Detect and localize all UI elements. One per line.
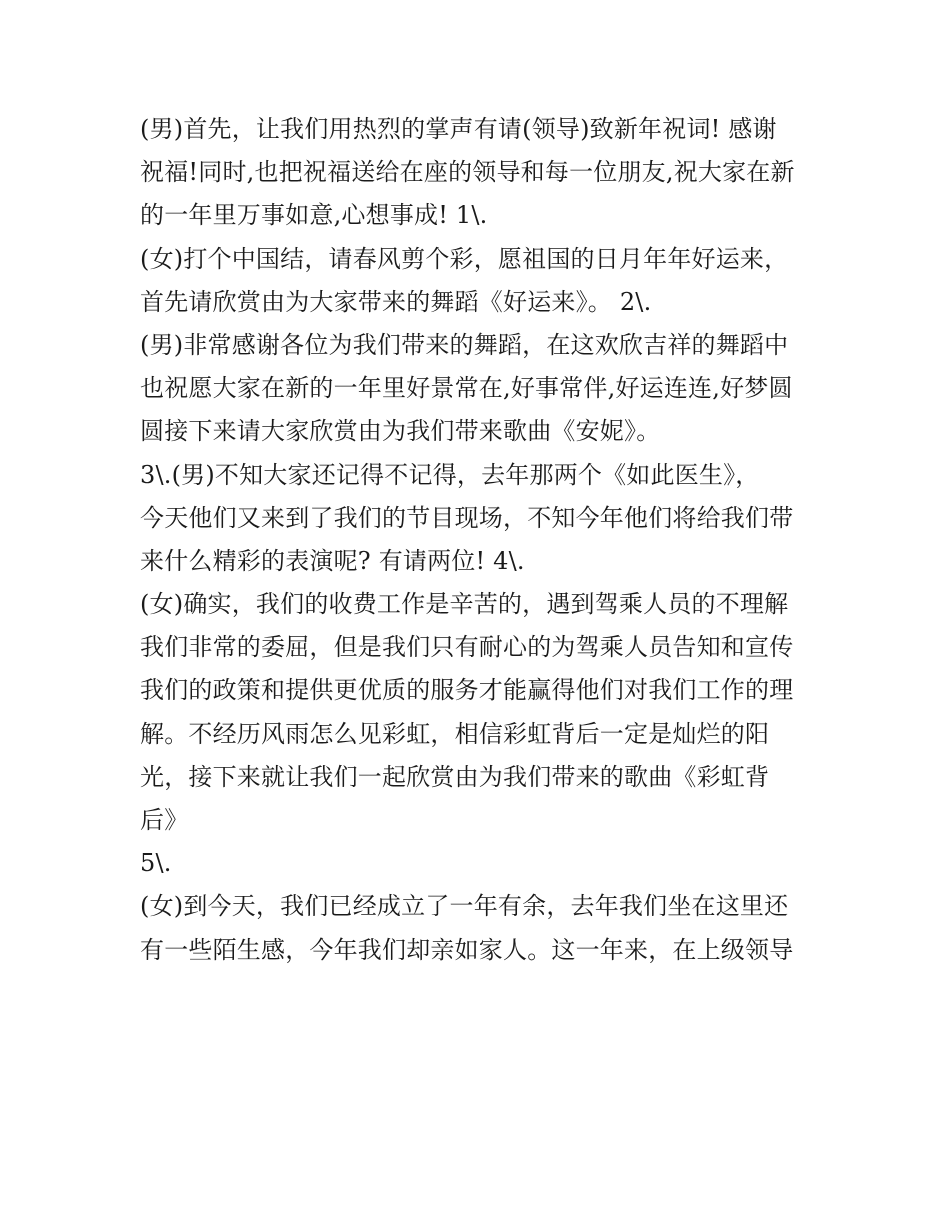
text-line: 首先请欣赏由为大家带来的舞蹈《好运来》。 2\.: [140, 287, 652, 316]
text-line: (女)打个中国结，请春风剪个彩，愿祖国的日月年年好运来，: [140, 244, 789, 273]
text-line: 3\.(男)不知大家还记得不记得，去年那两个《如此医生》，: [140, 460, 760, 489]
text-line: 来什么精彩的表演呢? 有请两位! 4\.: [140, 546, 525, 575]
text-line: (男)首先，让我们用热烈的掌声有请(领导)致新年祝词! 感谢: [140, 115, 777, 143]
text-line: 有一些陌生感，今年我们却亲如家人。这一年来，在上级领导: [140, 935, 794, 964]
text-line: 后》: [140, 806, 189, 834]
text-line: 解。不经历风雨怎么见彩虹，相信彩虹背后一定是灿烂的阳: [140, 719, 770, 748]
text-line: 5\.: [140, 849, 172, 878]
text-line: 的一年里万事如意,心想事成! 1\.: [140, 201, 488, 230]
text-line: (男)非常感谢各位为我们带来的舞蹈，在这欢欣吉祥的舞蹈中: [140, 330, 789, 359]
text-line: 也祝愿大家在新的一年里好景常在,好事常伴,好运连连,好梦圆: [140, 374, 793, 403]
text-line: 我们非常的委屈，但是我们只有耐心的为驾乘人员告知和宣传: [140, 633, 794, 662]
text-line: 光，接下来就让我们一起欣赏由为我们带来的歌曲《彩虹背: [140, 762, 770, 791]
text-line: 圆接下来请大家欣赏由为我们带来歌曲《安妮》。: [140, 417, 661, 446]
text-line: 今天他们又来到了我们的节目现场，不知今年他们将给我们带: [140, 503, 794, 532]
text-line: (女)确实，我们的收费工作是辛苦的，遇到驾乘人员的不理解: [140, 590, 789, 619]
text-line: 我们的政策和提供更优质的服务才能赢得他们对我们工作的理: [140, 676, 794, 705]
script-text-block: [140, 108, 830, 972]
text-line: (女)到今天，我们已经成立了一年有余，去年我们坐在这里还: [140, 892, 789, 921]
text-line: 祝福!同时,也把祝福送给在座的领导和每一位朋友,祝大家在新: [140, 158, 795, 187]
